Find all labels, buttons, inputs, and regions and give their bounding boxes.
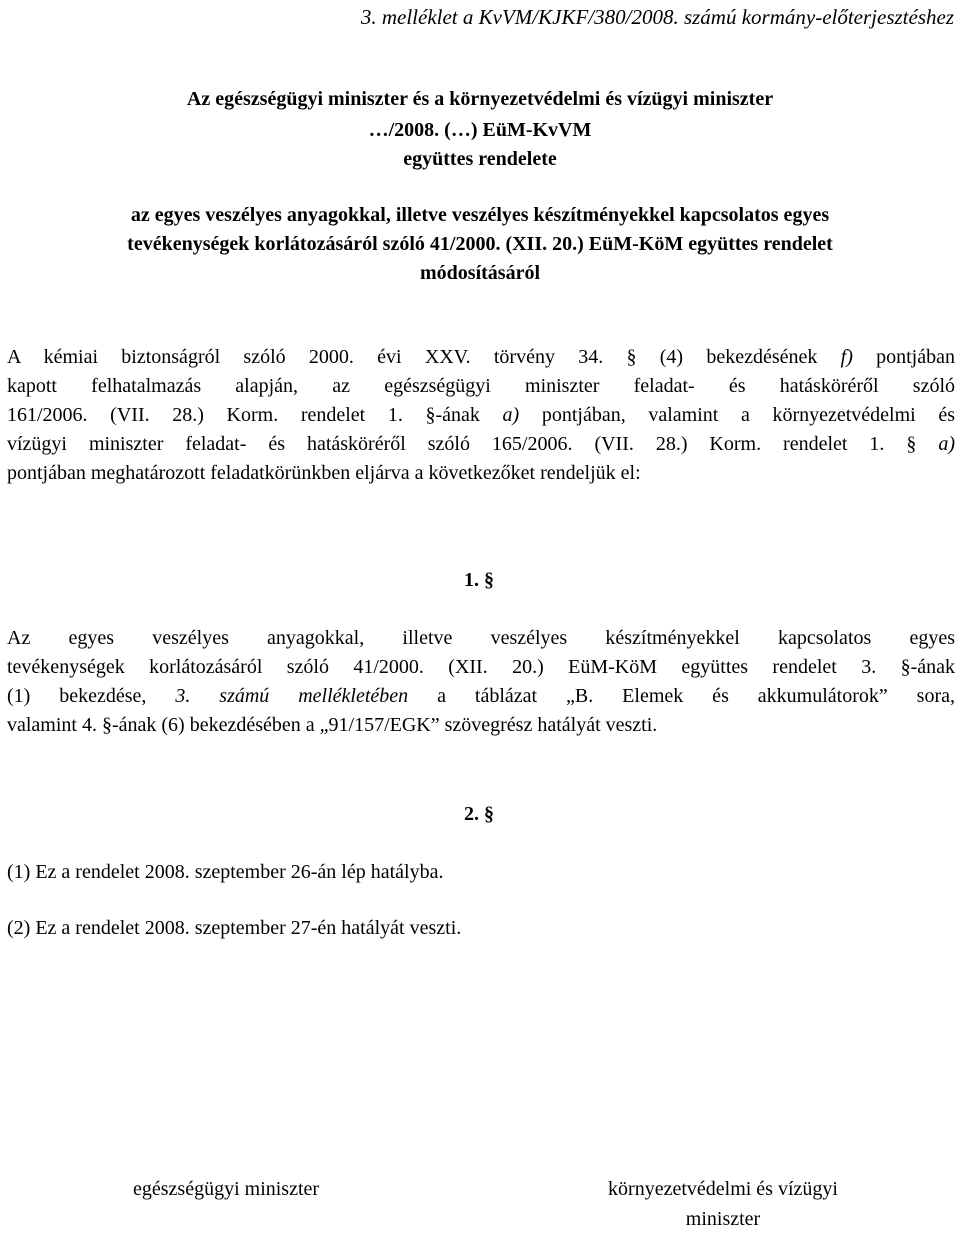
section-1-line-2: tevékenységek korlátozásáról szóló 41/2000. (XII. 20.) EüM-KöM együttes rendelet 3. §-ának bbox=[7, 656, 955, 678]
preamble-text: pontjában bbox=[852, 346, 955, 368]
section-1-line-1: Az egyes veszélyes anyagokkal, illetve veszélyes készítményekkel kapcsolatos egyes bbox=[7, 627, 955, 649]
preamble-point-ref: a) bbox=[502, 404, 520, 426]
title-line-2: …/2008. (…) EüM-KvVM bbox=[368, 119, 592, 141]
preamble-text: pontjában, valamint a környezetvédelmi és bbox=[519, 404, 956, 426]
section-2-paragraph-1: (1) Ez a rendelet 2008. szeptember 26-án lép hatályba. bbox=[7, 861, 444, 883]
subtitle-line-3: módosításáról bbox=[420, 262, 540, 284]
preamble-paragraph bbox=[7, 343, 955, 488]
preamble-text: 161/2006. (VII. 28.) Korm. rendelet 1. §-ának bbox=[7, 404, 503, 426]
preamble-line-4 bbox=[7, 430, 955, 459]
signature-environment-minister bbox=[577, 1174, 869, 1234]
section-1-text: (1) bekezdése, bbox=[7, 685, 176, 707]
preamble-line-2: kapott felhatalmazás alapján, az egészségügyi miniszter feladat- és hatásköréről szóló bbox=[7, 375, 955, 397]
preamble-line-5: pontjában meghatározott feladatkörünkben eljárva a következőket rendeljük el: bbox=[7, 462, 641, 484]
section-2-number: 2. § bbox=[464, 803, 494, 825]
section-2-paragraph-2: (2) Ez a rendelet 2008. szeptember 27-én hatályát veszti. bbox=[7, 917, 462, 939]
preamble-point-ref: a) bbox=[938, 433, 955, 455]
preamble-point-ref: f) bbox=[840, 346, 853, 368]
signature-right-line-1: környezetvédelmi és vízügyi bbox=[608, 1178, 838, 1200]
subtitle-line-1: az egyes veszélyes anyagokkal, illetve veszélyes készítményekkel kapcsolatos egyes bbox=[130, 204, 830, 226]
section-1-line-3 bbox=[7, 682, 955, 711]
preamble-line-1 bbox=[7, 343, 955, 372]
section-1-paragraph bbox=[7, 624, 955, 740]
signature-health-minister: egészségügyi miniszter bbox=[133, 1178, 320, 1200]
section-1-line-4: valamint 4. §-ának (6) bekezdésében a „91/157/EGK” szövegrész hatályát veszti. bbox=[7, 714, 658, 736]
annex-reference: 3. számú mellékletében bbox=[175, 685, 409, 707]
preamble-text: A kémiai biztonságról szóló 2000. évi XXV. törvény 34. § (4) bekezdésének bbox=[7, 346, 841, 368]
title-line-3: együttes rendelete bbox=[403, 148, 557, 170]
document-header-note: 3. melléklet a KvVM/KJKF/380/2008. számú kormány-előterjesztéshez bbox=[360, 5, 954, 29]
preamble-line-3 bbox=[7, 401, 955, 430]
section-1-number: 1. § bbox=[464, 569, 494, 591]
section-1-text: a táblázat „B. Elemek és akkumulátorok” sora, bbox=[408, 685, 955, 707]
title-line-1: Az egészségügyi miniszter és a környezetvédelmi és vízügyi miniszter bbox=[186, 88, 774, 110]
signature-right-line-2: miniszter bbox=[685, 1208, 761, 1230]
preamble-text: vízügyi miniszter feladat- és hatásköréről szóló 165/2006. (VII. 28.) Korm. rendelet 1. § bbox=[7, 433, 939, 455]
subtitle-line-2: tevékenységek korlátozásáról szóló 41/2000. (XII. 20.) EüM-KöM együttes rendelet bbox=[127, 233, 833, 255]
